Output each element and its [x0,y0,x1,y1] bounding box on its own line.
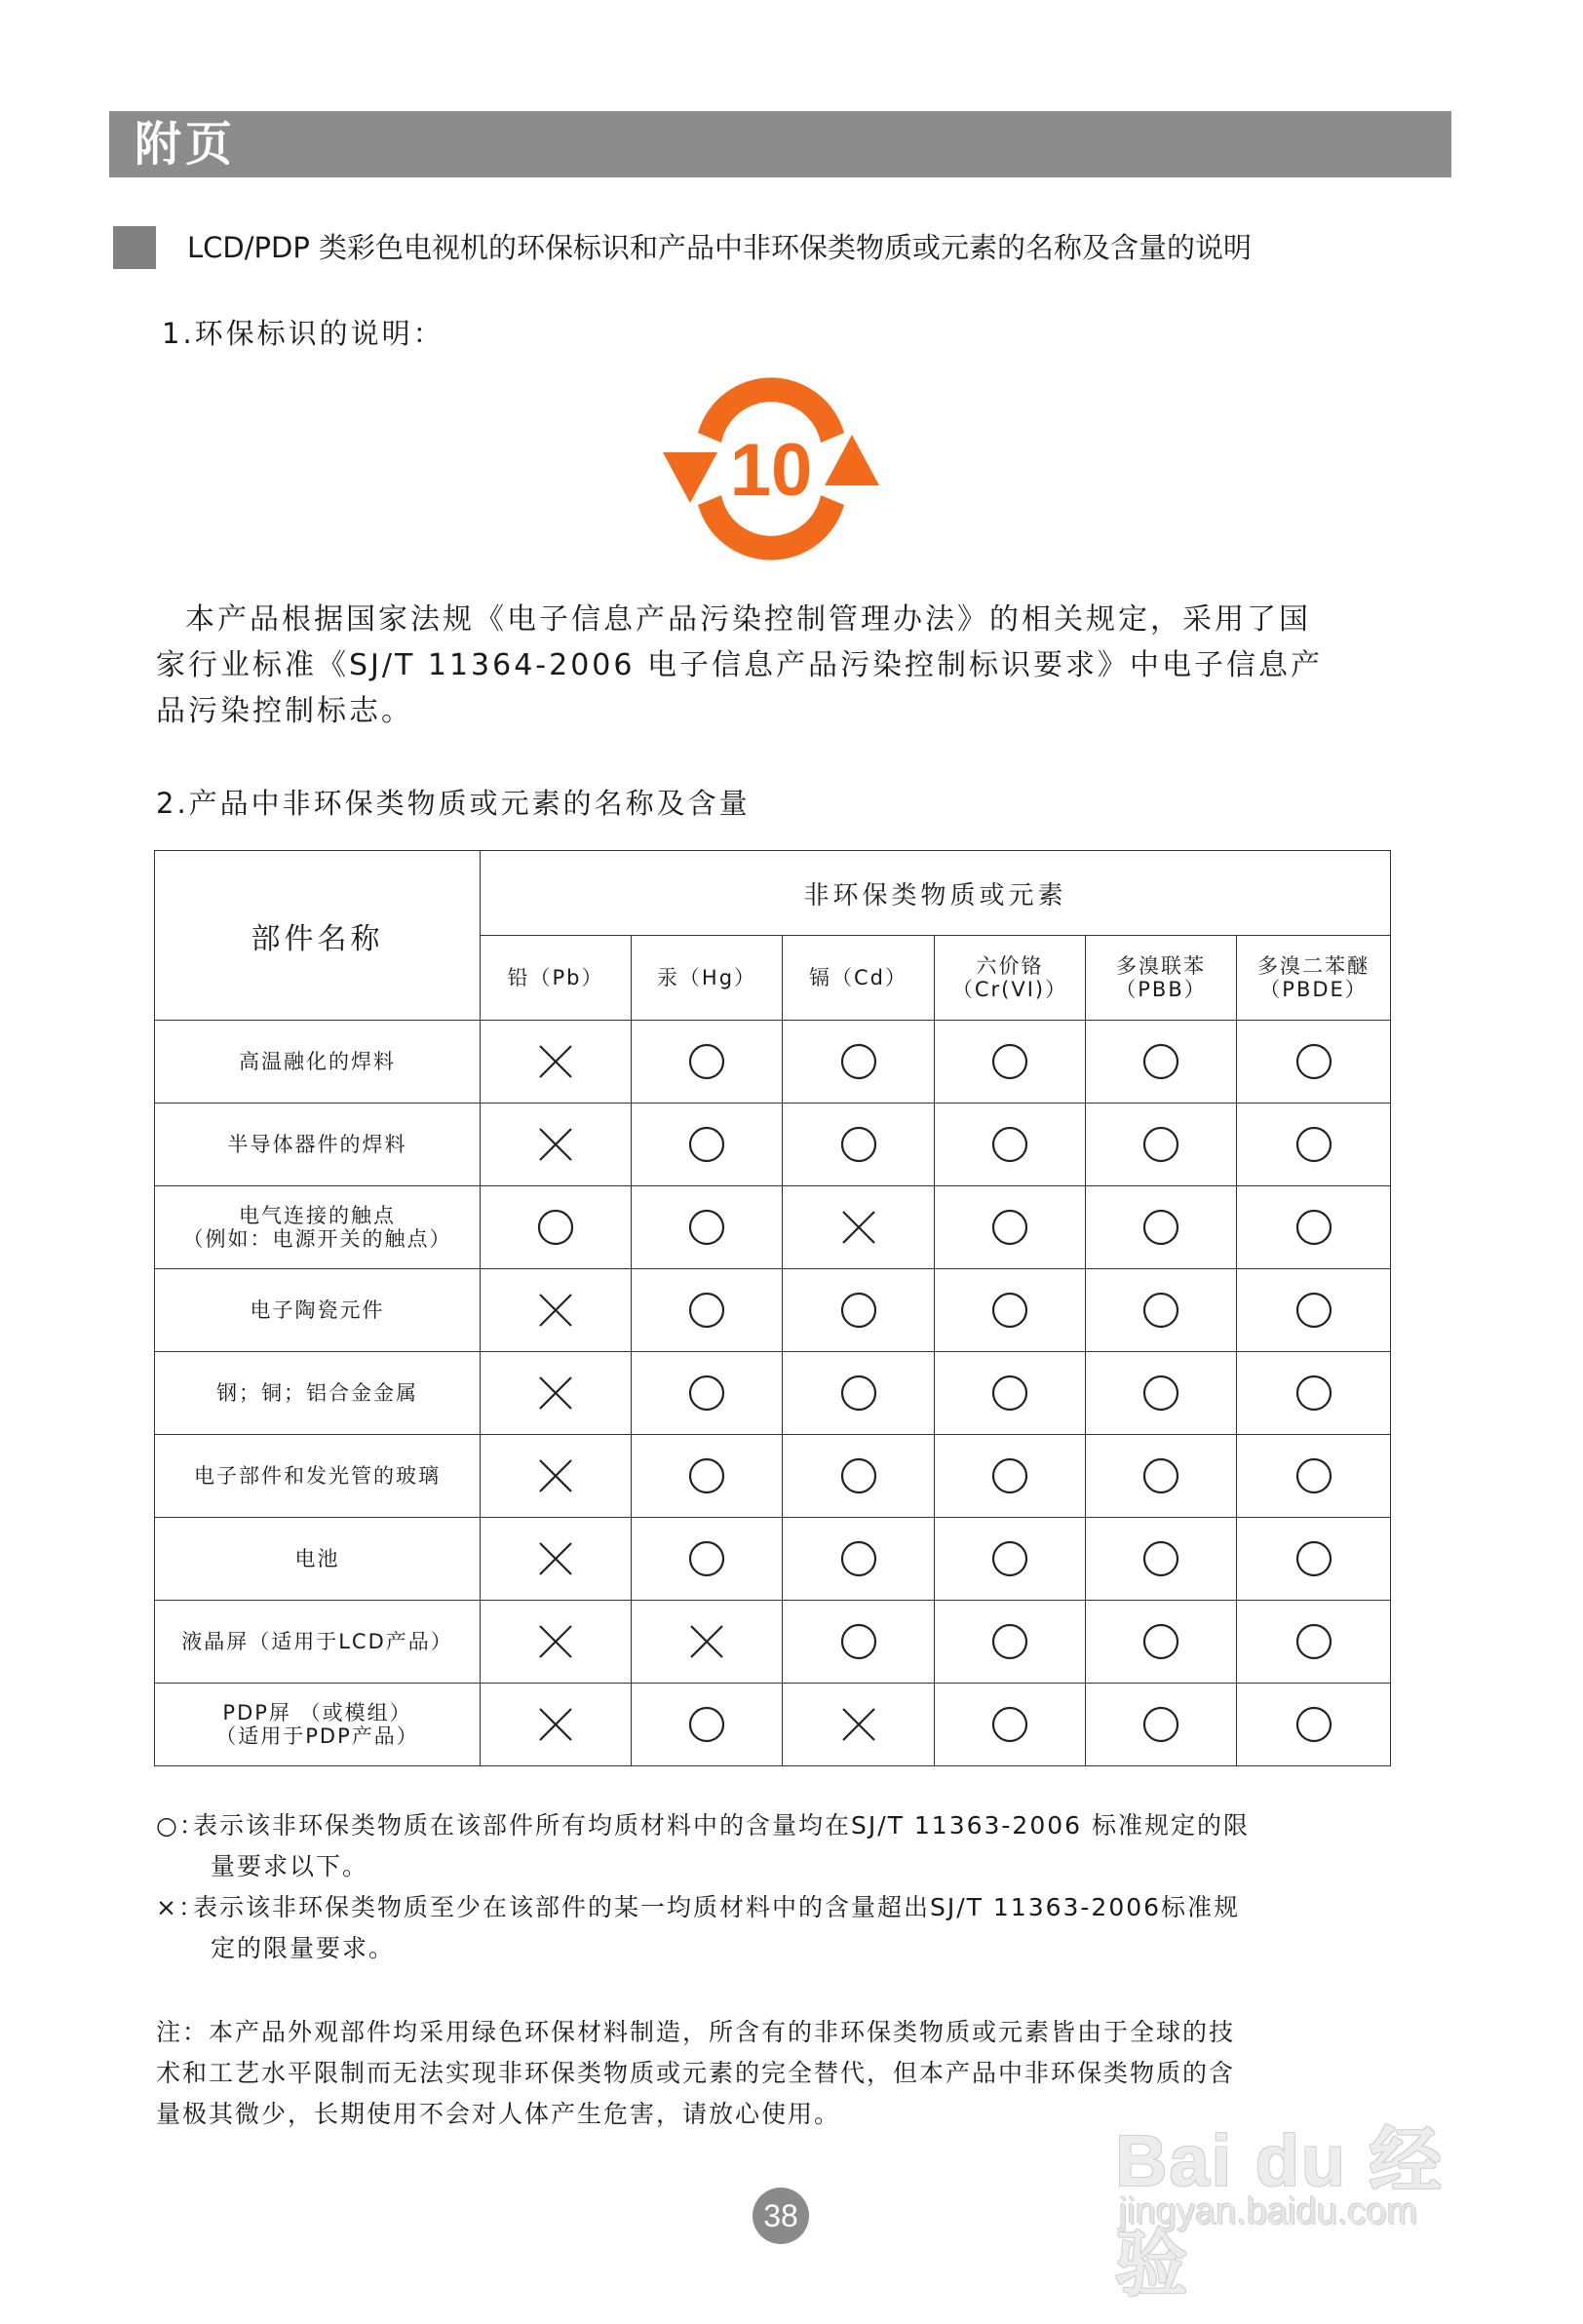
circle-mark-icon [1141,1539,1180,1578]
column-header-cr6: 六价铬 （Cr(VI)） [935,936,1086,1021]
substance-mark-cell [632,1021,783,1104]
page-title: 附页 [135,117,237,172]
substance-mark-cell [1237,1684,1391,1766]
substance-mark-cell [1086,1021,1237,1104]
substance-mark-cell [935,1104,1086,1186]
watermark-url: jingyan.baidu.com [1119,2191,1418,2232]
circle-mark-icon [687,1208,726,1247]
eco-label-logo [663,374,879,563]
legend-line: 表示该非环保类物质在该部件所有均质材料中的含量均在SJ/T 11363-2006 标准规定的限 [193,1811,1251,1840]
circle-mark-icon [839,1125,878,1164]
substance-mark-cell [481,1186,632,1269]
circle-mark-icon [839,1042,878,1081]
circle-mark-icon [990,1374,1029,1413]
cross-mark-icon [536,1374,575,1413]
part-name-text: 高温融化的焊料 [239,1050,396,1073]
note-line: 术和工艺水平限制而无法实现非环保类物质或元素的完全替代，但本产品中非环保类物质的含 [156,2059,1236,2087]
substance-mark-cell [935,1352,1086,1435]
substance-mark-cell [783,1352,935,1435]
circle-mark-icon [839,1291,878,1330]
part-name-cell [155,1021,481,1104]
circle-mark-icon [1141,1705,1180,1744]
table-row [155,1104,1391,1186]
circle-mark-icon [1141,1622,1180,1661]
cross-mark-icon [536,1042,575,1081]
circle-mark-icon [1294,1125,1333,1164]
paragraph-line: 本产品根据国家法规《电子信息产品污染控制管理办法》的相关规定，采用了国 [185,602,1311,637]
legend-line: 定的限量要求。 [211,1934,396,1962]
part-name-text: 电子部件和发光管的玻璃 [194,1464,441,1488]
part-name-cell [155,1684,481,1766]
note-line: 注：本产品外观部件均采用绿色环保材料制造，所含有的非环保类物质或元素皆由于全球的技 [156,2018,1236,2046]
substance-mark-cell [481,1352,632,1435]
substance-mark-cell [935,1269,1086,1352]
legend-item-cross [156,1887,1413,1969]
substance-mark-cell [783,1518,935,1601]
substance-mark-cell [1086,1435,1237,1518]
table-row [155,1435,1391,1518]
circle-mark-icon [687,1125,726,1164]
logo-number: 10 [729,429,813,512]
part-name-cell [155,1352,481,1435]
part-name-cell [155,1104,481,1186]
circle-mark-icon [1294,1042,1333,1081]
circle-mark-icon [1294,1456,1333,1495]
circle-mark-icon [839,1539,878,1578]
substance-mark-cell [783,1601,935,1684]
substance-mark-cell [632,1352,783,1435]
circle-mark-icon [990,1705,1029,1744]
cross-mark-icon [536,1291,575,1330]
circle-mark-icon [1294,1539,1333,1578]
table-row [155,1601,1391,1684]
table-row [155,1684,1391,1766]
substance-mark-cell [1237,1601,1391,1684]
circle-mark-icon [1141,1042,1180,1081]
legend [156,1805,1413,1969]
section-marker [113,226,156,269]
substance-mark-cell [632,1435,783,1518]
circle-mark-icon [1141,1125,1180,1164]
circle-mark-icon [990,1291,1029,1330]
circle-mark-icon [687,1291,726,1330]
substance-mark-cell [935,1186,1086,1269]
circle-mark-icon [687,1042,726,1081]
watermark-brand: Bai du 经验 [1115,2120,1444,2305]
table-row [155,1021,1391,1104]
legend-symbol: ○： [156,1811,206,1840]
substance-mark-cell [1086,1518,1237,1601]
cross-mark-icon [536,1539,575,1578]
circle-mark-icon [990,1208,1029,1247]
part-name-text: （适用于PDP产品） [215,1724,419,1748]
circle-mark-icon [1141,1456,1180,1495]
part-name-text: 液晶屏（适用于LCD产品） [181,1630,453,1653]
cross-mark-icon [536,1456,575,1495]
legend-line: 表示该非环保类物质至少在该部件的某一均质材料中的含量超出SJ/T 11363-2006标准规 [193,1893,1241,1921]
substance-mark-cell [481,1104,632,1186]
circle-mark-icon [687,1705,726,1744]
substance-mark-cell [783,1269,935,1352]
column-header-hg: 汞（Hg） [632,936,783,1021]
circle-mark-icon [990,1125,1029,1164]
table-row [155,1518,1391,1601]
table-body [155,1021,1391,1766]
substance-table [154,850,1391,1766]
column-header-pb: 铅（Pb） [481,936,632,1021]
page-number: 38 [753,2188,809,2244]
note-line: 量极其微少，长期使用不会对人体产生危害，请放心使用。 [156,2100,841,2128]
cross-mark-icon [536,1125,575,1164]
part-name-text: 半导体器件的焊料 [227,1133,407,1156]
legend-item-circle [156,1805,1413,1887]
substance-mark-cell [935,1684,1086,1766]
circle-mark-icon [990,1456,1029,1495]
circle-mark-icon [1294,1705,1333,1744]
baidu-watermark [1111,2094,1482,2305]
column-header-cd: 镉（Cd） [783,936,935,1021]
substance-mark-cell [632,1269,783,1352]
substance-mark-cell [1086,1352,1237,1435]
substance-mark-cell [632,1601,783,1684]
table-row [155,1186,1391,1269]
paragraph-line: 家行业标准《SJ/T 11364-2006 电子信息产品污染控制标识要求》中电子信息产 [156,648,1324,682]
substance-mark-cell [935,1518,1086,1601]
circle-mark-icon [536,1208,575,1247]
circle-mark-icon [990,1042,1029,1081]
substance-mark-cell [935,1021,1086,1104]
part-name-cell [155,1186,481,1269]
column-header-pbde: 多溴二苯醚 （PBDE） [1237,936,1391,1021]
part-name-text: 电气连接的触点 [239,1204,396,1227]
part-name-cell [155,1518,481,1601]
cross-mark-icon [536,1705,575,1744]
substance-mark-cell [1086,1684,1237,1766]
substance-mark-cell [481,1518,632,1601]
cross-mark-icon [839,1705,878,1744]
substance-mark-cell [1086,1269,1237,1352]
substance-mark-cell [1086,1186,1237,1269]
substance-mark-cell [481,1684,632,1766]
circle-mark-icon [1141,1291,1180,1330]
legend-line: 量要求以下。 [211,1852,369,1880]
substance-mark-cell [783,1186,935,1269]
table-row [155,1269,1391,1352]
substance-mark-cell [481,1021,632,1104]
circle-mark-icon [1141,1374,1180,1413]
cross-mark-icon [687,1622,726,1661]
circle-mark-icon [1294,1622,1333,1661]
circle-mark-icon [839,1374,878,1413]
cross-mark-icon [839,1208,878,1247]
substance-mark-cell [1237,1518,1391,1601]
substance-mark-cell [632,1684,783,1766]
substance-mark-cell [632,1186,783,1269]
part-name-cell [155,1435,481,1518]
header-bar [109,111,1451,177]
cross-mark-icon [536,1622,575,1661]
column-header-pbb: 多溴联苯 （PBB） [1086,936,1237,1021]
part-name-text: 电子陶瓷元件 [250,1298,385,1322]
part-name-text: 钢；铜；铝合金金属 [216,1381,418,1405]
subheading-eco-label: 1.环保标识的说明： [162,317,444,350]
part-name-header: 部件名称 [155,851,481,1021]
legend-symbol: ×： [156,1893,205,1921]
part-name-text: PDP屏 （或模组） [222,1701,412,1724]
substance-mark-cell [481,1269,632,1352]
circle-mark-icon [1141,1208,1180,1247]
substance-mark-cell [632,1518,783,1601]
substance-mark-cell [481,1435,632,1518]
substance-mark-cell [783,1104,935,1186]
section-title: LCD/PDP 类彩色电视机的环保标识和产品中非环保类物质或元素的名称及含量的说明 [187,231,1253,264]
subheading-substances: 2.产品中非环保类物质或元素的名称及含量 [156,787,751,820]
substance-mark-cell [632,1104,783,1186]
substance-mark-cell [783,1435,935,1518]
regulation-paragraph [156,597,1384,734]
substance-mark-cell [1237,1104,1391,1186]
circle-mark-icon [990,1622,1029,1661]
part-name-cell [155,1269,481,1352]
circle-mark-icon [990,1539,1029,1578]
substance-mark-cell [1086,1601,1237,1684]
substance-mark-cell [935,1601,1086,1684]
substance-mark-cell [1237,1435,1391,1518]
part-name-text: 电池 [294,1547,340,1570]
circle-mark-icon [1294,1208,1333,1247]
paragraph-line: 品污染控制标志。 [156,694,413,728]
circle-mark-icon [687,1374,726,1413]
circle-mark-icon [687,1539,726,1578]
substance-mark-cell [1237,1352,1391,1435]
circle-mark-icon [839,1622,878,1661]
table-row [155,1352,1391,1435]
substance-mark-cell [1237,1021,1391,1104]
substance-mark-cell [1237,1269,1391,1352]
circle-mark-icon [1294,1374,1333,1413]
circle-mark-icon [687,1456,726,1495]
substance-mark-cell [935,1435,1086,1518]
circle-mark-icon [1294,1291,1333,1330]
substance-mark-cell [783,1684,935,1766]
substance-mark-cell [481,1601,632,1684]
substance-group-header: 非环保类物质或元素 [481,851,1391,936]
part-name-cell [155,1601,481,1684]
substance-mark-cell [1237,1186,1391,1269]
substance-mark-cell [1086,1104,1237,1186]
part-name-text: （例如：电源开关的触点） [182,1227,452,1251]
substance-mark-cell [783,1021,935,1104]
circle-mark-icon [839,1456,878,1495]
